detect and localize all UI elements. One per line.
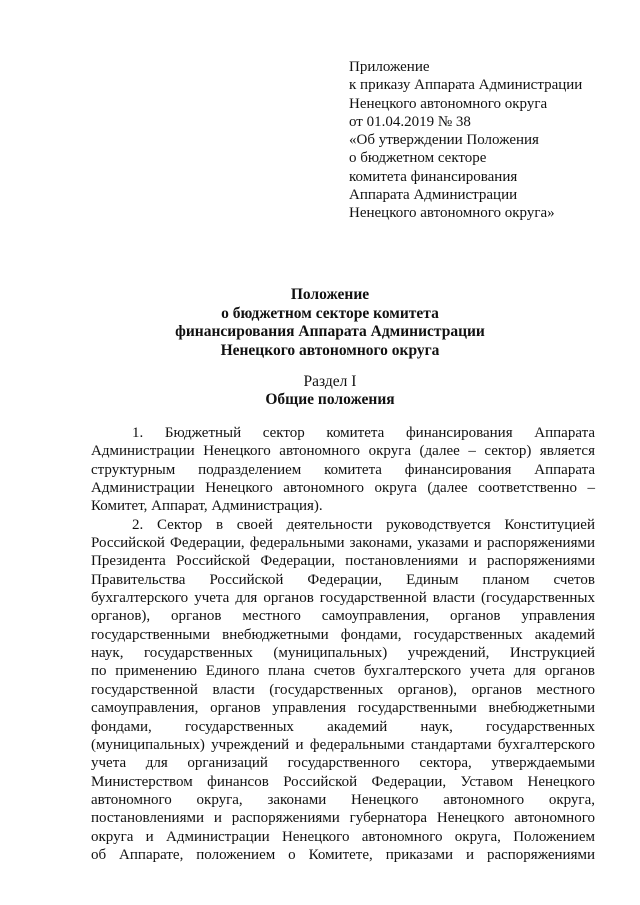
text-line: Президента Российской Федерации, постановлениями и распоряжениями bbox=[91, 553, 595, 570]
text-line: по применению Единого плана счетов бухгалтерского учета для органов bbox=[91, 663, 595, 680]
appendix-line: комитета финансирования bbox=[349, 168, 518, 185]
title-line: Ненецкого автономного округа bbox=[220, 341, 440, 359]
text-line: самоуправления, органов управления государственными внебюджетными bbox=[91, 700, 595, 717]
text-line: Администрации Ненецкого автономного округа (далее соответственно – bbox=[91, 480, 595, 497]
paragraph-1 bbox=[91, 424, 595, 516]
text-line: государственной власти (государственных органов), органов местного bbox=[91, 681, 595, 698]
text-line: структурным подразделением комитета финансирования Аппарата bbox=[91, 461, 595, 478]
document-title bbox=[80, 286, 580, 360]
appendix-line: Ненецкого автономного округа bbox=[349, 95, 548, 112]
text-line: Министерством финансов Российской Федерации, Уставом Ненецкого bbox=[91, 773, 595, 790]
appendix-line: «Об утверждении Положения bbox=[349, 132, 539, 149]
text-line: 1. Бюджетный сектор комитета финансирования Аппарата bbox=[132, 425, 595, 441]
text-line: автономного округа, законами Ненецкого автономного округа, bbox=[91, 791, 595, 808]
text-line: государственными внебюджетными фондами, государственных академий bbox=[91, 626, 595, 643]
title-line: о бюджетном секторе комитета bbox=[221, 304, 439, 322]
text-line: наук, государственных (муниципальных) учреждений, Инструкцией bbox=[91, 645, 595, 662]
title-line: финансирования Аппарата Администрации bbox=[175, 323, 485, 341]
appendix-line: Приложение bbox=[349, 59, 430, 75]
text-line: учета для организаций государственного сектора, утверждаемыми bbox=[91, 755, 595, 772]
text-line: Российской Федерации, федеральными законами, указами и распоряжениями bbox=[91, 535, 595, 552]
appendix-line: Аппарата Администрации bbox=[349, 187, 518, 204]
text-line: (муниципальных) учреждений и федеральными стандартами бухгалтерского bbox=[91, 736, 595, 753]
appendix-line: к приказу Аппарата Администрации bbox=[349, 77, 583, 94]
text-line: Правительства Российской Федерации, Единым планом счетов bbox=[91, 571, 595, 588]
section-title: Общие положения bbox=[265, 391, 395, 408]
text-line: фондами, государственных академий наук, государственных bbox=[91, 718, 595, 735]
text-line: органов), органов местного самоуправления, органов управления bbox=[91, 608, 595, 625]
title-line: Положение bbox=[290, 286, 370, 303]
text-line: бухгалтерского учета для органов государственной власти (государственных bbox=[91, 590, 595, 607]
appendix-line: Ненецкого автономного округа» bbox=[349, 205, 555, 222]
appendix-line: от 01.04.2019 № 38 bbox=[349, 113, 471, 130]
appendix-header bbox=[349, 58, 619, 223]
text-line: 2. Сектор в своей деятельности руководствуется Конституцией bbox=[132, 516, 595, 533]
text-line: постановлениями и распоряжениями губернатора Ненецкого автономного bbox=[91, 810, 595, 827]
section-number: Раздел I bbox=[303, 373, 357, 390]
paragraph-2 bbox=[91, 516, 595, 865]
text-line: Администрации Ненецкого автономного округа (далее – сектор) является bbox=[91, 443, 595, 460]
appendix-line: о бюджетном секторе bbox=[349, 150, 487, 167]
text-line: округа и Администрации Ненецкого автономного округа, Положением bbox=[91, 828, 595, 845]
text-line: об Аппарате, положением о Комитете, приказами и распоряжениями bbox=[91, 846, 595, 863]
text-line: Комитет, Аппарат, Администрация). bbox=[91, 498, 323, 515]
document-body bbox=[91, 424, 595, 864]
